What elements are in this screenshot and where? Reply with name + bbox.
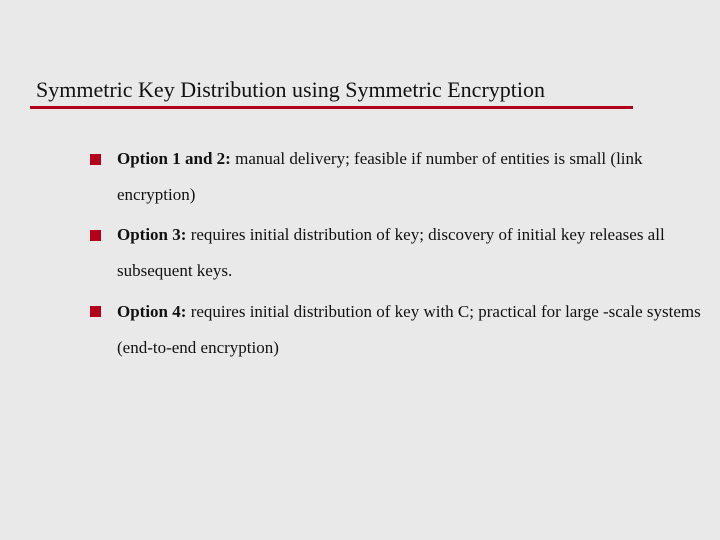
bullet-lead: Option 3: xyxy=(117,225,187,244)
bullet-text xyxy=(117,141,707,213)
bullet-body: manual delivery; feasible if number of entities is small (link encryption) xyxy=(117,149,643,204)
bullet-body: requires initial distribution of key with C; practical for large -scale systems (end-to-end encryption) xyxy=(117,302,701,357)
bullet-body: requires initial distribution of key; discovery of initial key releases all subsequent keys. xyxy=(117,225,665,280)
bullet-lead: Option 4: xyxy=(117,302,187,321)
square-bullet-icon xyxy=(90,306,101,317)
bullet-text xyxy=(117,217,707,289)
square-bullet-icon xyxy=(90,154,101,165)
bullet-text xyxy=(117,294,707,366)
bullet-lead: Option 1 and 2: xyxy=(117,149,231,168)
slide-title: Symmetric Key Distribution using Symmetric Encryption xyxy=(36,77,545,102)
square-bullet-icon xyxy=(90,230,101,241)
